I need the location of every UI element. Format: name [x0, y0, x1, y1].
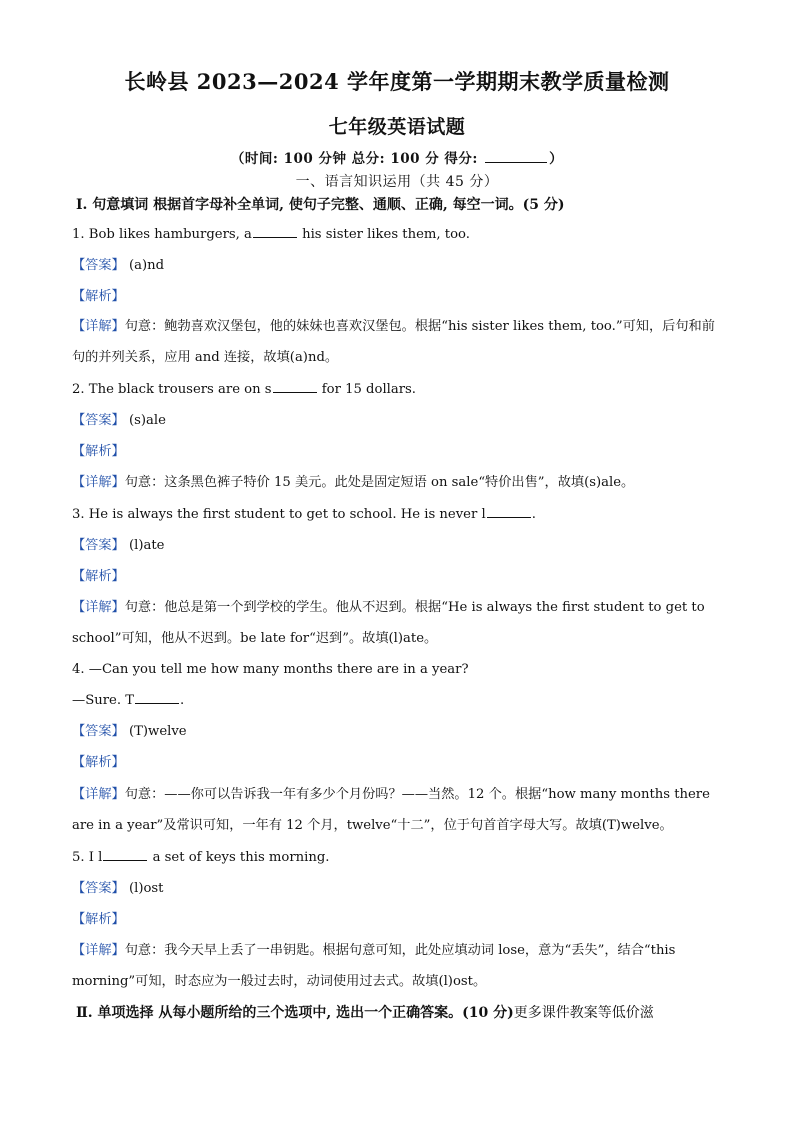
analysis-label: 【解析】	[72, 444, 125, 459]
answer-value: (l)ate	[128, 538, 165, 553]
question-4-analysis	[72, 754, 722, 772]
answer-label: 【答案】	[72, 538, 125, 553]
question-5-detail-2: morning”可知，时态应为一般过去时，动词使用过去式。故填(l)ost。	[72, 974, 487, 989]
answer-label: 【答案】	[72, 881, 125, 896]
question-1-answer	[72, 257, 722, 275]
answer-value: (l)ost	[128, 881, 164, 896]
exam-meta	[0, 147, 794, 167]
question-5-detail-1	[72, 942, 722, 960]
stem-text: .	[531, 507, 536, 522]
exam-title: 长岭县 2023—2024 学年度第一学期期末教学质量检测	[124, 69, 670, 94]
question-2-answer	[72, 412, 722, 430]
detail-text: 句意：这条黑色裤子特价 15 美元。此处是固定短语 on sale“特价出售”，故填(s)ale。	[124, 475, 635, 490]
question-4-stem-2	[72, 692, 722, 710]
detail-label: 【详解】	[72, 475, 125, 490]
stem-text: 1. Bob likes hamburgers, a	[72, 227, 252, 242]
answer-label: 【答案】	[72, 724, 125, 739]
analysis-label: 【解析】	[72, 912, 125, 927]
stem-text: 3. He is always the first student to get to school. He is never l	[72, 507, 486, 522]
stem-text: 2. The black trousers are on s	[72, 382, 272, 397]
detail-text: 句意：鲍勃喜欢汉堡包，他的妹妹也喜欢汉堡包。根据“his sister likes them, too.”可知，后句和前	[124, 319, 715, 334]
detail-label: 【详解】	[72, 319, 125, 334]
answer-value: (s)ale	[128, 413, 166, 428]
detail-label: 【详解】	[72, 943, 125, 958]
section2-heading	[76, 1004, 721, 1022]
question-4-stem: 4. —Can you tell me how many months there are in a year?	[72, 662, 469, 677]
question-2-detail-1	[72, 474, 722, 492]
stem-text: a set of keys this morning.	[148, 850, 330, 865]
question-3-detail-2: school”可知，他从不迟到。be late for“迟到”。故填(l)ate。	[72, 631, 438, 646]
question-3-stem	[72, 506, 722, 524]
answer-blank	[103, 849, 147, 861]
section2-heading-text: Ⅱ. 单项选择 从每小题所给的三个选项中, 选出一个正确答案。(10 分)	[76, 1005, 514, 1021]
analysis-label: 【解析】	[72, 755, 125, 770]
part-title: 一、语言知识运用（共 45 分）	[295, 174, 499, 190]
analysis-label: 【解析】	[72, 289, 125, 304]
question-1-detail-1	[72, 318, 722, 336]
detail-text: 句意：他总是第一个到学校的学生。他从不迟到。根据“He is always the first student to get to	[124, 600, 705, 615]
question-2-stem	[72, 381, 722, 399]
stem-text: 5. I l	[72, 850, 103, 865]
section2-tail-text: 更多课件教案等低价滋	[513, 1005, 654, 1021]
exam-subtitle: 七年级英语试题	[328, 116, 466, 138]
answer-label: 【答案】	[72, 258, 125, 273]
answer-label: 【答案】	[72, 413, 125, 428]
stem-text: for 15 dollars.	[317, 382, 417, 397]
question-3-analysis	[72, 568, 722, 586]
answer-blank	[273, 381, 317, 393]
answer-blank	[487, 506, 531, 518]
answer-value: (a)nd	[128, 258, 165, 273]
stem-text: .	[180, 693, 185, 708]
answer-blank	[135, 692, 179, 704]
answer-value: (T)welve	[128, 724, 187, 739]
detail-text: 句意：——你可以告诉我一年有多少个月份吗？——当然。12 个。根据“how many months there	[124, 787, 710, 802]
question-1-stem	[72, 226, 722, 244]
question-1-detail-2: 句的并列关系，应用 and 连接，故填(a)nd。	[72, 350, 339, 365]
detail-text: 句意：我今天早上丢了一串钥匙。根据句意可知，此处应填动词 lose，意为“丢失”，结合“this	[124, 943, 676, 958]
question-4-detail-1	[72, 786, 722, 804]
section1-heading: Ⅰ. 句意填词 根据首字母补全单词, 使句子完整、通顺、正确, 每空一词。(5 分)	[76, 197, 565, 213]
question-1-analysis	[72, 288, 722, 306]
question-3-answer	[72, 537, 722, 555]
question-2-analysis	[72, 443, 722, 461]
question-4-answer	[72, 723, 722, 741]
exam-meta-prefix: （时间: 100 分钟 总分: 100 分 得分:	[230, 151, 484, 167]
question-4-detail-2: are in a year”及常识可知，一年有 12 个月，twelve“十二”，位于句首首字母大写。故填(T)welve。	[72, 818, 673, 833]
detail-label: 【详解】	[72, 787, 125, 802]
score-blank	[485, 150, 547, 163]
question-5-analysis	[72, 911, 722, 929]
stem-text: —Sure. T	[72, 693, 135, 708]
answer-blank	[253, 226, 297, 238]
question-5-stem	[72, 849, 722, 867]
exam-meta-suffix: ）	[549, 151, 564, 167]
detail-label: 【详解】	[72, 600, 125, 615]
question-5-answer	[72, 880, 722, 898]
stem-text: his sister likes them, too.	[297, 227, 470, 242]
question-3-detail-1	[72, 599, 722, 617]
analysis-label: 【解析】	[72, 569, 125, 584]
